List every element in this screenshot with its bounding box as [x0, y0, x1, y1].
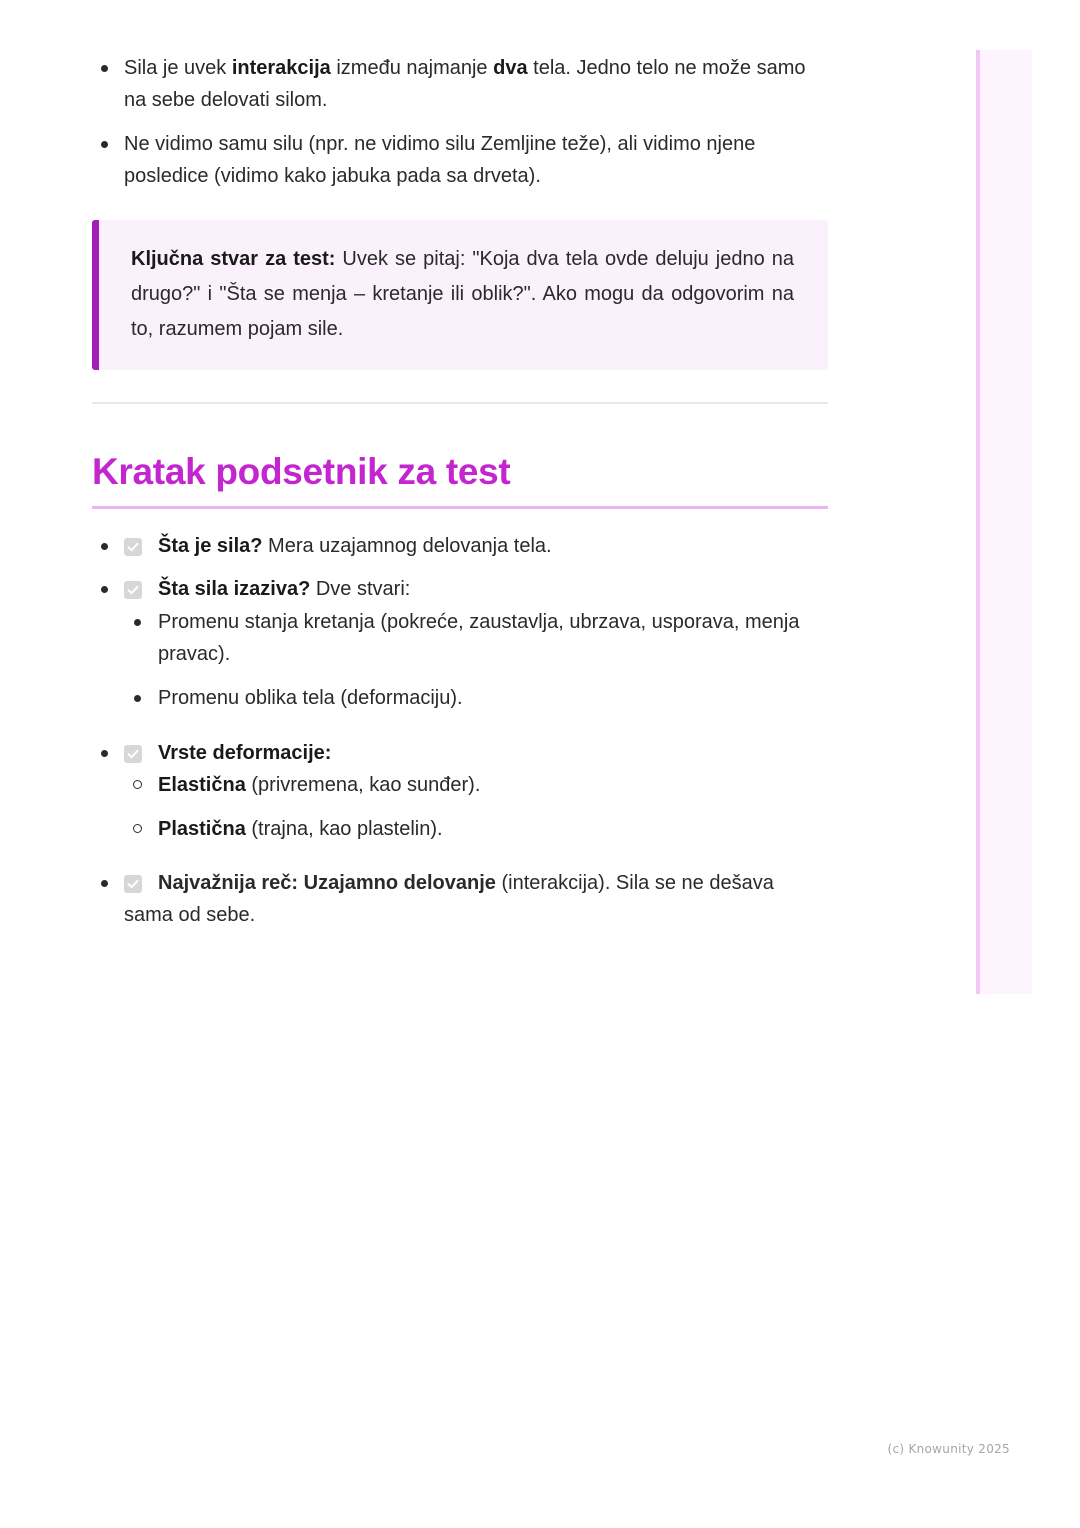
decorative-sidebar — [976, 50, 1032, 994]
checklist-item-deformation-types: Vrste deformacije: — [92, 737, 832, 769]
key-point-callout — [92, 220, 828, 370]
checkbox-checked-icon[interactable] — [124, 745, 142, 763]
hollow-bullet — [133, 780, 142, 789]
checklist-item-most-important-word: Najvažnija reč: Uzajamno delovanje (interakcija). Sila se ne dešava sama od sebe. — [92, 867, 828, 931]
section-title: Kratak podsetnik za test — [92, 451, 511, 492]
checkbox-checked-icon[interactable] — [124, 581, 142, 599]
bullet-dot — [101, 586, 108, 593]
sub-item-elastic: Elastična (privremena, kao sunđer). — [134, 769, 828, 801]
checklist-item-what-is-force: Šta je sila? Mera uzajamnog delovanja tela. — [92, 530, 832, 562]
section-divider — [92, 402, 828, 404]
checkbox-checked-icon[interactable] — [124, 875, 142, 893]
bullet-dot — [101, 880, 108, 887]
hollow-bullet — [133, 824, 142, 833]
sub-item-motion-change: Promenu stanja kretanja (pokreće, zaustavlja, ubrzava, usporava, menja pravac). — [134, 606, 828, 670]
bullet-dot — [101, 543, 108, 550]
section-title-underline — [92, 506, 828, 509]
intro-bullet-consequences: Ne vidimo samu silu (npr. ne vidimo silu Zemljine teže), ali vidimo njene posledice (vidimo kako jabuka pada sa drveta). — [92, 128, 828, 192]
footer-copyright: (c) Knowunity 2025 — [887, 1442, 1010, 1456]
intro-bullet-interaction: Sila je uvek interakcija između najmanje dva tela. Jedno telo ne može samo na sebe delovati silom. — [92, 52, 828, 128]
checkbox-checked-icon[interactable] — [124, 538, 142, 556]
sub-item-plastic: Plastična (trajna, kao plastelin). — [134, 813, 828, 845]
bullet-dot — [134, 619, 141, 626]
callout-text: Uvek se pitaj: "Koja dva tela ovde deluju jedno na drugo?" i "Šta se menja – kretanje ili oblik?". Ako mogu da odgovorim na to, razumem pojam sile. — [131, 248, 794, 340]
bullet-dot — [134, 695, 141, 702]
bullet-dot — [101, 750, 108, 757]
sub-item-shape-change: Promenu oblika tela (deformaciju). — [134, 682, 828, 714]
callout-label: Ključna stvar za test: — [131, 248, 336, 270]
intro-bullet-list — [92, 52, 828, 192]
checklist-item-what-force-causes: Šta sila izaziva? Dve stvari: — [92, 573, 832, 605]
